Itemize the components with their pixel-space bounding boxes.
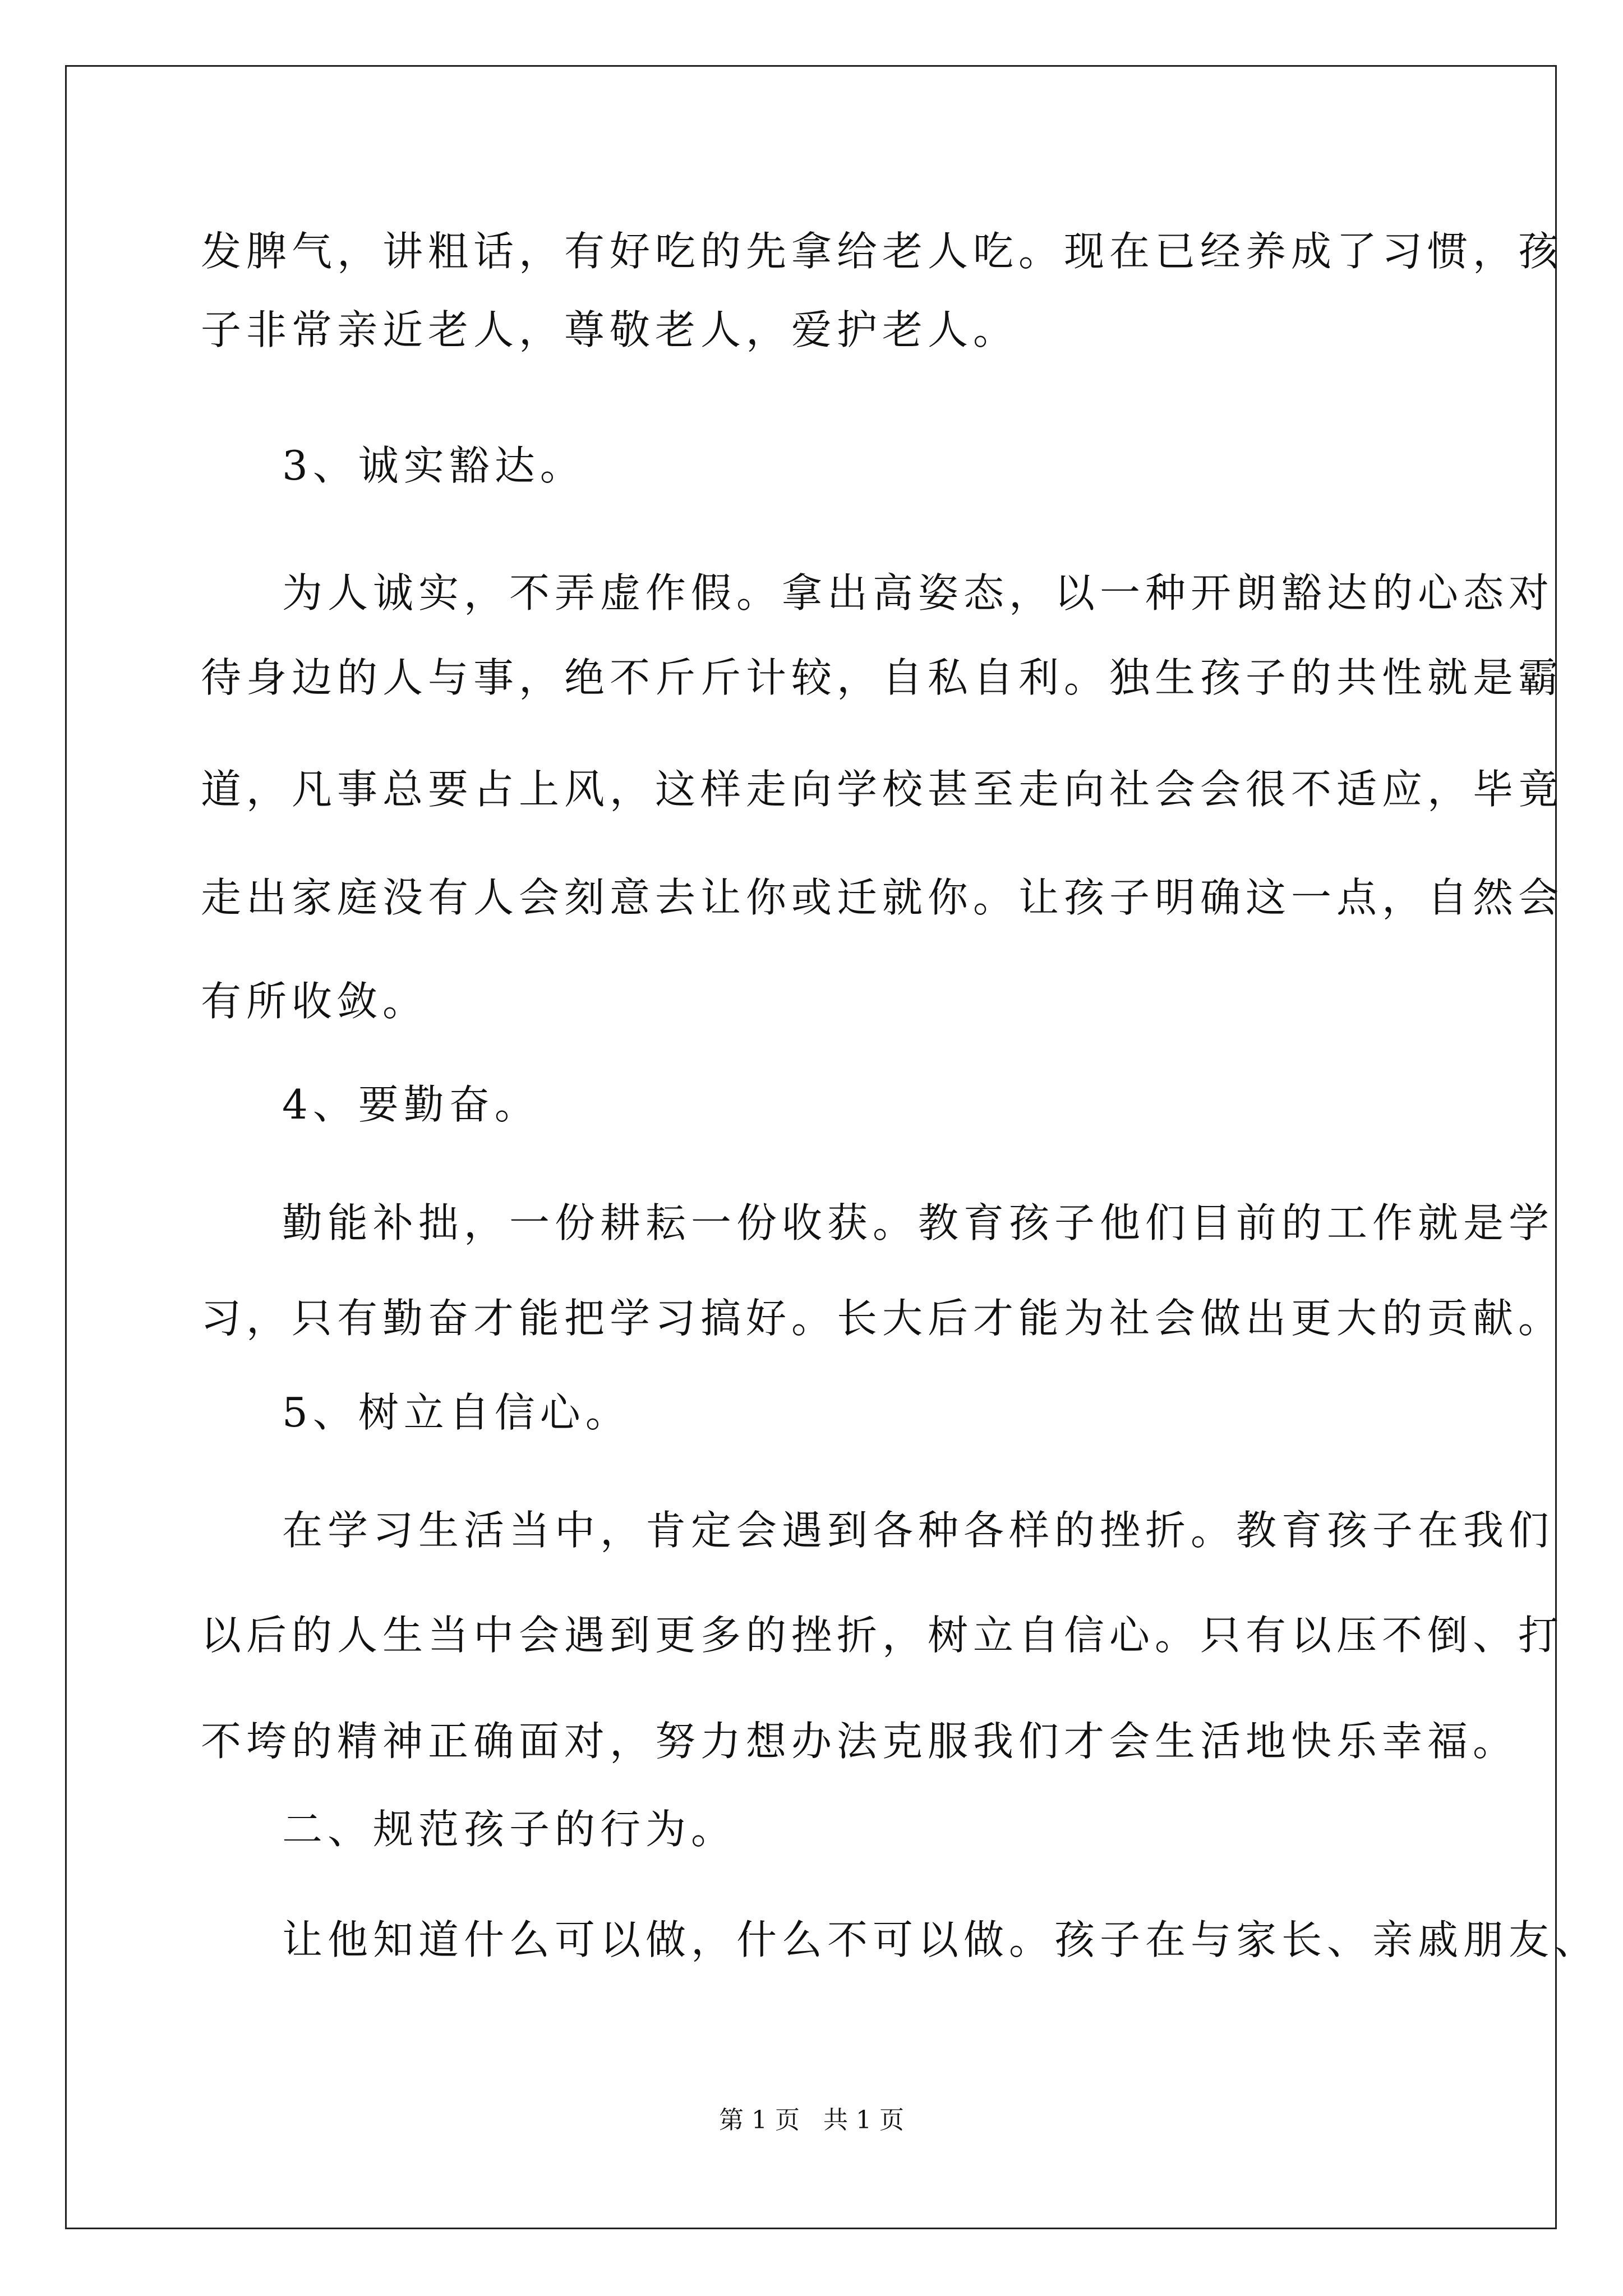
body-line: 不垮的精神正确面对，努力想办法克服我们才会生活地快乐幸福。: [201, 1718, 1519, 1765]
page-number-footer: 第 1 页 共 1 页: [719, 2106, 904, 2134]
body-line: 让他知道什么可以做，什么不可以做。孩子在与家长、亲戚朋友、: [282, 1916, 1600, 1963]
section-heading: 3、诚实豁达。: [282, 442, 585, 489]
page-border: [65, 65, 1557, 2229]
body-line: 在学习生活当中，肯定会遇到各种各样的挫折。教育孩子在我们: [282, 1507, 1555, 1554]
section-heading: 4、要勤奋。: [282, 1081, 540, 1128]
body-line: 子非常亲近老人，尊敬老人，爱护老人。: [201, 306, 1019, 353]
body-line: 以后的人生当中会遇到更多的挫折，树立自信心。只有以压不倒、打: [201, 1612, 1564, 1659]
body-line: 待身边的人与事，绝不斤斤计较，自私自利。独生孩子的共性就是霸: [201, 654, 1564, 701]
body-line: 道，凡事总要占上风，这样走向学校甚至走向社会会很不适应，毕竟: [201, 766, 1564, 813]
body-line: 为人诚实，不弄虚作假。拿出高姿态，以一种开朗豁达的心态对: [282, 569, 1555, 616]
body-line: 发脾气，讲粗话，有好吃的先拿给老人吃。现在已经养成了习惯，孩: [201, 228, 1564, 275]
section-heading: 5、树立自信心。: [282, 1389, 631, 1436]
body-line: 走出家庭没有人会刻意去让你或迁就你。让孩子明确这一点，自然会: [201, 874, 1564, 921]
section-heading: 二、规范孩子的行为。: [282, 1806, 737, 1853]
body-line: 习，只有勤奋才能把学习搞好。长大后才能为社会做出更大的贡献。: [201, 1295, 1564, 1342]
body-line: 有所收敛。: [201, 978, 428, 1025]
body-line: 勤能补拙，一份耕耘一份收获。教育孩子他们目前的工作就是学: [282, 1199, 1555, 1246]
